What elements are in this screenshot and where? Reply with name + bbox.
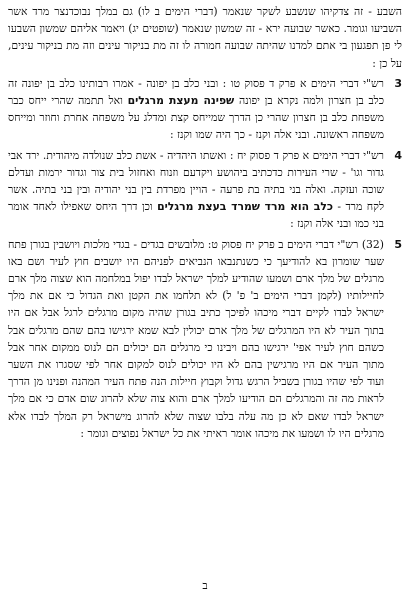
footnote-number: 5 [394, 237, 402, 251]
footnote-text: רש"י דברי הימים א פרק ד פסוק יח : ואשתו היהדיה - אשת כלב שנולדה מיהודית. ירד אבי גדור וגו' - שרי העירות כדכתיב ביהושע ויקדעם וזנוח ואחזול בית צור וגדור ירמות ועדלם שוכה ועזקה. ואלה בני בתיה בת פרעה - הויין מפרדת בין בני יהודיה ובין בני בתיה. אשר לקח מרד - [8, 148, 385, 214]
footnote-4 [8, 147, 402, 233]
footnote-3 [8, 75, 402, 144]
footnote-bold-text: כלב הוא מרד שמרד בעצת מרגלים [157, 200, 334, 214]
footnote-text: רש"י דברי הימים א פרק ד פסוק טו : ובני כלב בן יפונה - אמרו רבותינו כלב בן יפונה זה כלב בן חצרון ולמה נקרא בן יפונה [8, 76, 384, 108]
footnote-number: 3 [394, 76, 402, 90]
footnote-5 [8, 236, 402, 442]
footnote-text: (32) רש"י דברי הימים ב פרק יח פסוק ט: מלובשים בגדים - בגדי מלכות ויושבין בגורן פתח שער שומרון בא להודיעך כי כשנתנבאו הנביאים לפניהם היו יושבים חוץ לעיר ושם באו מרגלים של מלך ארם ושמעו שהודיע למלך ישראל לבדו יפול במלחמה הוא שצוה מלך ארם לחיילותיו (לקמן דברי הימים ב' פ' ל) לא תלחמו את הקטן ואת הגדול כי אם את מלך ישראל לבדו לקיים דברי מיכהו לפיכך כתיב בגורן שהיה מקום מרגלים לרגל אבל אם היו בתוך העיר לא היו המרגלים של מלך ארם יכולין לבא שמא ירגישו בהם שהם מרגלים אבל כשהם חוץ לעיר אפי' ירגישו בהם ויבינו כי מרגלים הם יכולים הם לנוס ממקום אחר אבל מתוך העיר אם היו מרגישין בהם לא היו יכולים לנוס למקום אחר לפי שסגרו את השער ועוד לפי שהיו בגורן בשביל הרגש גדול וקבוץ חיילות הנה פתח העיר המהנה ופנינו מן הדרך לראות מה זה והמרגלים הם הודיעו למלך ארם והוא צוה שלא להרוג שום אדם כי אם מלך ישראל לבדו שאם לא כן מה עלה בלבו שצוה שלא להרוג מישראל רק המלך לבדו אלא מרגלים היו לו ושמעו את מיכהו אומר ראיתי את כל ישראל נפוצים וגומר : [8, 237, 384, 440]
footnote-number: 4 [394, 148, 402, 162]
footnote-text: ואל תתמה שהרי ייחס כבר משפחת כלב בן חצרון שהרי כן הדרך שמייחס קצת ומדלג על משפחה אחרת וחוזר ומייחס משפחה ראשונה. ובני אלה וקנז - כך היה שמו וקנז : [8, 94, 384, 142]
footnote-text: וכן דרך היחס שאפילו לאחד אומר בני כמו ובני אלה וקנז : [8, 200, 384, 231]
intro-paragraph: השבע - זה צדקיהו שנשבע לשקר שנאמר (דברי הימים ב לו) גם במלך נבוכדנצר מרד אשר השביעו וגומר. כאשר שבועה ירא - זה שמשון שנאמר (שופטים יג) ויאמר אליהם שמשון השבעו לי פן תפגעון בי אתם למדנו שהיתה שבועה חמורה לו זה מת בניקור עינים וזה מת בניקור עינים, על כן : [8, 5, 402, 70]
page-number: ב [202, 579, 208, 592]
footnote-bold-text: שפינה מעצת מרגלים [127, 94, 235, 108]
